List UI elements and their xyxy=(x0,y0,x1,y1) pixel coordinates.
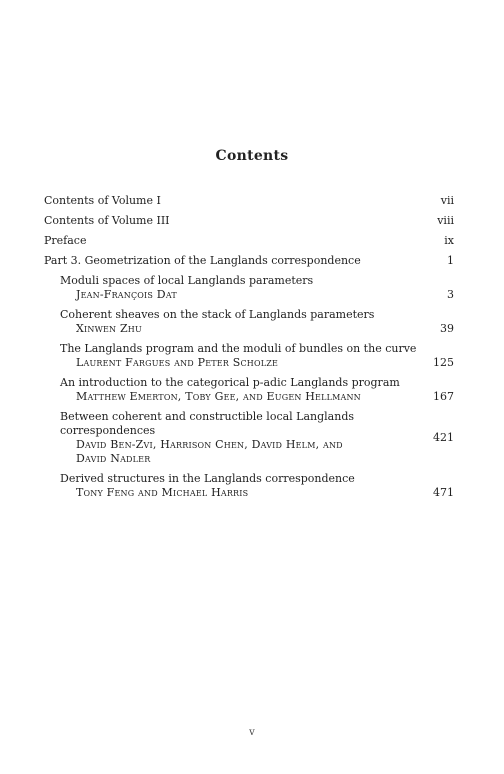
chapter-title: Derived structures in the Langlands correspondence xyxy=(60,472,355,485)
chapter-authors: Xinwen Zhu xyxy=(76,322,142,335)
toc-entry-page: 1 xyxy=(447,254,454,267)
toc-entry-label: Contents of Volume I xyxy=(44,194,161,207)
toc-chapter-2[interactable] xyxy=(60,308,454,336)
chapter-page: 125 xyxy=(433,356,454,369)
chapter-page: 421 xyxy=(433,431,454,444)
table-of-contents xyxy=(44,194,454,506)
chapter-title: An introduction to the categorical p-adic Langlands program xyxy=(60,376,400,389)
toc-chapter-5[interactable] xyxy=(60,410,454,466)
chapter-title: Moduli spaces of local Langlands parameters xyxy=(60,274,314,287)
chapter-page: 167 xyxy=(433,390,454,403)
chapter-title: Coherent sheaves on the stack of Langlands parameters xyxy=(60,308,375,321)
toc-chapter-6[interactable] xyxy=(60,472,454,500)
chapter-authors: David Ben-Zvi, Harrison Chen, David Helm, and xyxy=(76,438,343,451)
chapter-page: 39 xyxy=(440,322,454,335)
chapter-authors: Tony Feng and Michael Harris xyxy=(76,486,249,499)
toc-chapter-1[interactable] xyxy=(60,274,454,302)
toc-entry-label: Part 3. Geometrization of the Langlands correspondence xyxy=(44,254,361,267)
chapter-authors-continued: David Nadler xyxy=(76,452,151,465)
toc-entry-label: Preface xyxy=(44,234,87,247)
chapter-authors: Laurent Fargues and Peter Scholze xyxy=(76,356,279,369)
toc-entry-label: Contents of Volume III xyxy=(44,214,170,227)
toc-entry-volume-iii[interactable] xyxy=(44,214,454,228)
chapter-title: The Langlands program and the moduli of bundles on the curve xyxy=(60,342,417,355)
toc-entry-preface[interactable] xyxy=(44,234,454,248)
chapter-authors: Matthew Emerton, Toby Gee, and Eugen Hellmann xyxy=(76,390,361,403)
chapter-authors: Jean-François Dat xyxy=(76,288,177,301)
toc-chapter-3[interactable] xyxy=(60,342,454,370)
chapter-page: 3 xyxy=(447,288,454,301)
toc-entry-page: viii xyxy=(437,214,454,227)
toc-chapter-4[interactable] xyxy=(60,376,454,404)
page-title: Contents xyxy=(215,148,289,164)
toc-entry-part-3[interactable] xyxy=(44,254,454,268)
page-number: v xyxy=(249,727,255,738)
toc-entry-page: vii xyxy=(440,194,454,207)
toc-entry-volume-i[interactable] xyxy=(44,194,454,208)
chapter-title: Between coherent and constructible local Langlands correspondences xyxy=(60,410,355,437)
toc-entry-page: ix xyxy=(444,234,454,247)
chapter-page: 471 xyxy=(433,486,454,499)
